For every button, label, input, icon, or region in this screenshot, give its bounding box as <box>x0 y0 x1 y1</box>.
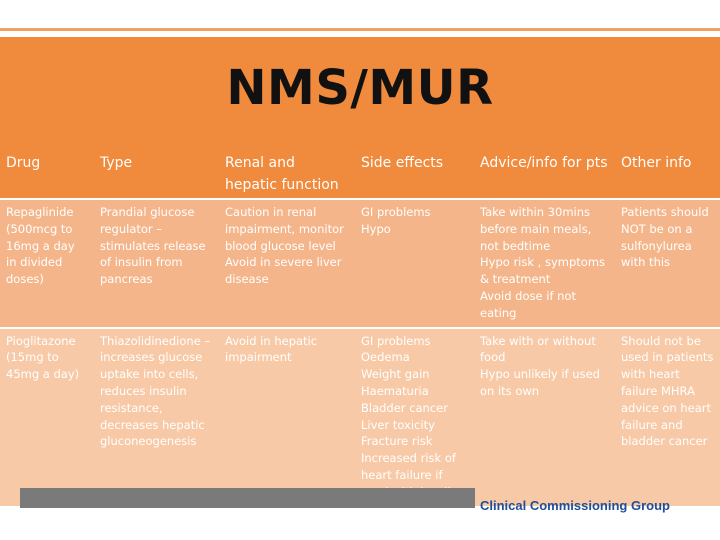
header-side-effects: Side effects <box>355 147 474 199</box>
advice-item: Take with or without food <box>480 333 596 365</box>
side-effect-item: Fracture risk <box>361 434 433 449</box>
table-header-row <box>0 147 720 199</box>
table-row <box>0 328 720 506</box>
side-effect-item: Weight gain <box>361 367 430 382</box>
header-type: Type <box>94 147 219 199</box>
slide-title: NMS/MUR <box>226 60 494 116</box>
side-effect-item: Bladder cancer <box>361 400 448 415</box>
table-row <box>0 199 720 328</box>
side-effect-item: Hypo <box>361 221 391 236</box>
side-effect-item: Haematuria <box>361 383 429 398</box>
cell-side-effects <box>355 199 474 328</box>
cell-drug: Repaglinide (500mcg to 16mg a day in divided doses) <box>0 199 94 328</box>
header-drug: Drug <box>0 147 94 199</box>
advice-item: Hypo unlikely if used on its own <box>480 367 600 398</box>
side-effect-item: Liver toxicity <box>361 417 435 432</box>
cell-type: Prandial glucose regulator – stimulates release of insulin from pancreas <box>94 199 219 328</box>
advice-item: Avoid dose if not eating <box>480 288 576 320</box>
side-effect-item: GI problems <box>361 333 431 348</box>
header-renal-hepatic: Renal and hepatic function <box>219 147 355 199</box>
cell-type: Thiazolidinedione – increases glucose uptake into cells, reduces insulin resistance, decreases hepatic gluconeogenesis <box>94 328 219 506</box>
side-effect-item: Oedema <box>361 350 410 365</box>
header-other-info: Other info <box>615 147 720 199</box>
cell-advice <box>474 328 615 506</box>
top-rule <box>0 28 720 31</box>
cell-renal-hepatic: Caution in renal impairment, monitor blood glucose level Avoid in severe liver disease <box>219 199 355 328</box>
footer-strip <box>20 488 475 508</box>
advice-item: Hypo risk , symptoms & treatment <box>480 255 606 287</box>
header-advice: Advice/info for pts <box>474 147 615 199</box>
cell-renal-hepatic: Avoid in hepatic impairment <box>219 328 355 506</box>
cell-side-effects <box>355 328 474 506</box>
cell-advice <box>474 199 615 328</box>
side-effect-item: Increased risk of heart failure if <box>361 451 456 482</box>
cell-other-info: Should not be used in patients with heart failure MHRA advice on heart failure and bladder cancer <box>615 328 720 506</box>
cell-drug: Pioglitazone (15mg to 45mg a day) <box>0 328 94 506</box>
ccg-logo-text: Clinical Commissioning Group <box>480 498 670 513</box>
drug-table <box>0 147 720 506</box>
advice-item: Take within 30mins before main meals, not bedtime <box>480 205 592 253</box>
cell-other-info: Patients should NOT be on a sulfonylurea with this <box>615 199 720 328</box>
side-effect-item: GI problems <box>361 205 431 219</box>
